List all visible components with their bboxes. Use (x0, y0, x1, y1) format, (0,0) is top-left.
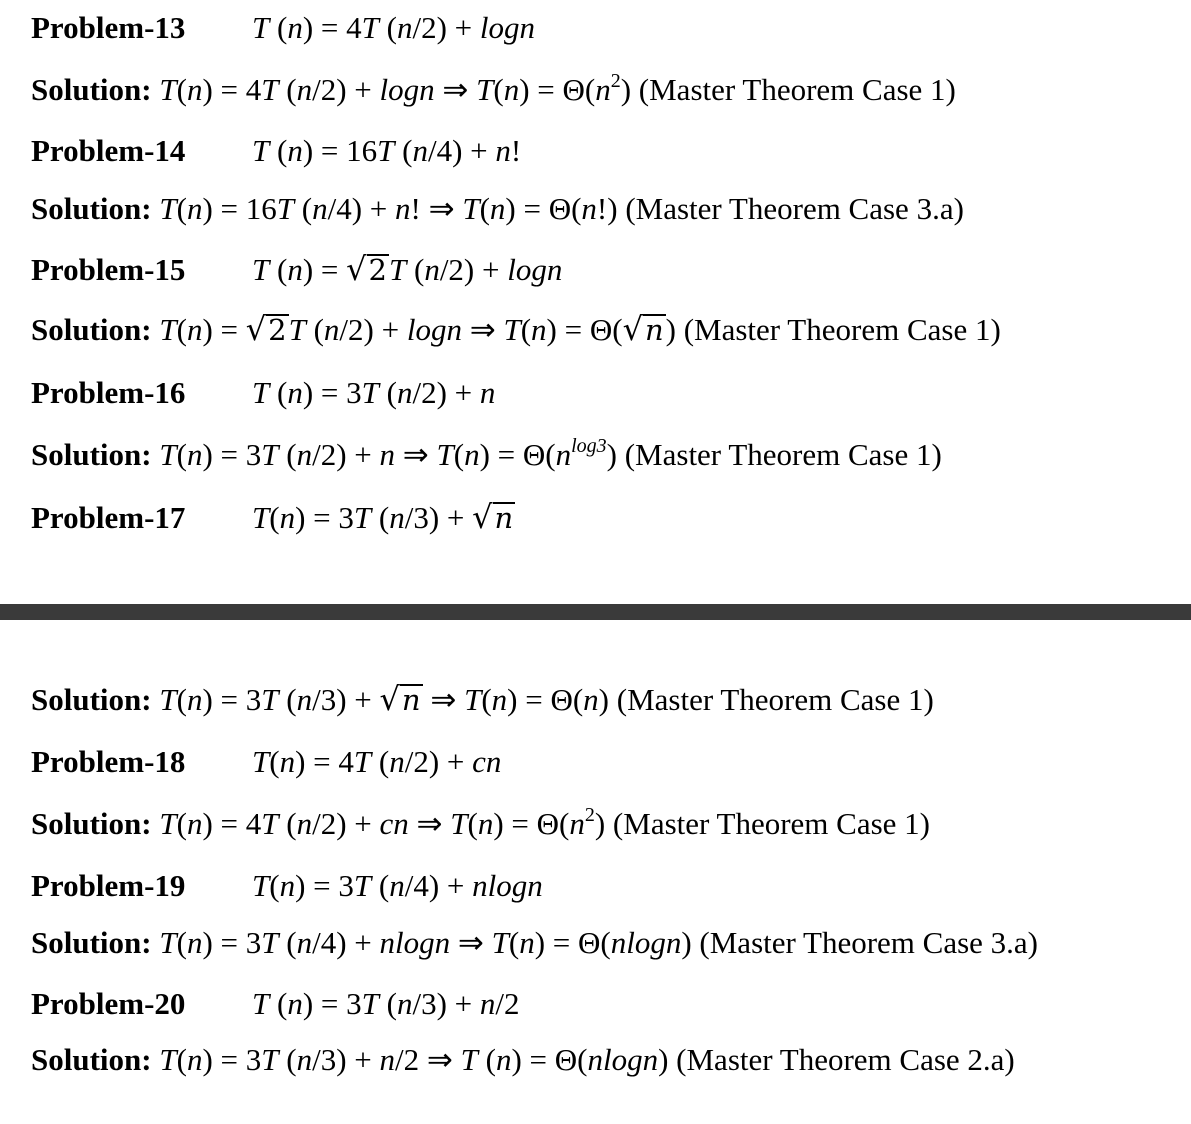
math-var: n (279, 868, 296, 903)
solution-14 (31, 193, 964, 224)
math-var: n (396, 375, 413, 410)
sqrt-symbol (379, 680, 423, 718)
solution-label: Solution: (31, 191, 152, 226)
solution-19 (31, 927, 1038, 958)
math-var: n (379, 437, 395, 472)
math-var: logn (479, 10, 536, 45)
page-bottom (0, 620, 1191, 1124)
math-var: T (159, 806, 177, 841)
problem-label: Problem-19 (31, 868, 186, 903)
math-var: logn (507, 252, 563, 287)
math-var: n (186, 437, 203, 472)
problem-label: Problem-17 (31, 500, 186, 535)
math-text: /2) + (412, 375, 480, 410)
problem-label: Problem-16 (31, 375, 186, 410)
math-text: ( (278, 1042, 297, 1077)
problem-label: Problem-15 (31, 252, 186, 287)
radicand: n (644, 313, 664, 347)
math-var: T (159, 312, 177, 347)
implies-arrow: ⇒ (408, 806, 451, 841)
math-var: n (477, 806, 494, 841)
math-var: T (252, 252, 270, 287)
math-var: n (531, 312, 547, 347)
radical-sign: √ (379, 680, 400, 718)
problem-20 (31, 988, 520, 1019)
math-text: /2) + (412, 10, 480, 45)
math-text: /2) + (439, 252, 508, 287)
math-text: ( (453, 437, 465, 472)
solution-20 (31, 1044, 1015, 1075)
math-text: ( (269, 744, 280, 779)
math-var: n (186, 1042, 203, 1077)
math-var: n (287, 252, 303, 287)
math-text: ) (Master Theorem Case 1) (620, 72, 956, 107)
math-text: ( (305, 312, 324, 347)
math-var: n (186, 191, 203, 226)
math-var: n (495, 133, 511, 168)
math-var: n (581, 191, 597, 226)
math-text: /4) + (427, 133, 496, 168)
math-text: /3) + (312, 1042, 380, 1077)
solution-17 (31, 680, 934, 718)
math-text: ( (481, 682, 492, 717)
math-text: ( (493, 72, 504, 107)
math-var: T (252, 10, 270, 45)
math-text: ( (508, 925, 520, 960)
math-var: n (296, 682, 313, 717)
math-text: /3) + (312, 682, 380, 717)
math-text: ) = 4 (295, 744, 354, 779)
sqrt-symbol (245, 310, 289, 348)
math-var: n (389, 868, 405, 903)
math-var: nlogn (472, 868, 543, 903)
math-var: T (503, 312, 521, 347)
math-var: n (491, 682, 508, 717)
math-var: n (296, 437, 313, 472)
problem-13 (31, 12, 535, 43)
math-text: ) = 4 (302, 10, 362, 45)
solution-15 (31, 310, 1001, 348)
math-text: /2 (495, 986, 520, 1021)
math-var: T (261, 925, 279, 960)
math-text: ( (278, 682, 297, 717)
math-text: ( (269, 868, 280, 903)
math-text: /2) + (404, 744, 473, 779)
math-var: T (462, 191, 480, 226)
math-text: /2) + (312, 806, 380, 841)
math-text: ) = 4 (202, 806, 262, 841)
math-var: T (276, 191, 294, 226)
math-var: n (583, 682, 599, 717)
math-var: T (159, 191, 177, 226)
math-var: T (159, 682, 177, 717)
solution-16 (31, 435, 942, 472)
math-var: n (312, 191, 328, 226)
math-var: n (287, 986, 303, 1021)
math-text: ) = Θ( (534, 925, 611, 960)
math-text: ( (176, 682, 187, 717)
math-var: T (476, 72, 494, 107)
math-var: nlogn (379, 925, 451, 960)
math-var: n (186, 72, 203, 107)
math-text: ) = (202, 312, 246, 347)
math-text: ) (Master Theorem Case 1) (665, 312, 1001, 347)
math-var: T (261, 806, 279, 841)
math-text: /2) + (312, 437, 380, 472)
math-text: ( (176, 72, 187, 107)
solution-label: Solution: (31, 312, 152, 347)
math-var: n (323, 312, 340, 347)
sqrt-symbol (622, 310, 666, 348)
math-text: ( (278, 72, 297, 107)
math-var: T (159, 72, 177, 107)
math-text: ( (269, 500, 280, 535)
math-var: T (261, 72, 279, 107)
solution-13 (31, 70, 956, 107)
math-text: ) (Master Theorem Case 1) (606, 437, 942, 472)
radical-sign: √ (346, 250, 367, 288)
math-text: ) = 16 (302, 133, 378, 168)
math-var: logn (379, 72, 435, 107)
problem-label: Problem-18 (31, 744, 186, 779)
math-var: n (569, 806, 585, 841)
math-var: T (353, 868, 372, 903)
math-text: /4) + (327, 191, 395, 226)
solution-label: Solution: (31, 925, 152, 960)
math-text: ! (596, 191, 608, 226)
math-var: T (460, 1042, 478, 1077)
math-var: n (412, 133, 428, 168)
math-var: n (186, 806, 203, 841)
math-text: ) = Θ( (511, 1042, 588, 1077)
math-text: ) = 3 (302, 375, 362, 410)
math-text: ) = Θ( (507, 682, 584, 717)
problem-19 (31, 870, 543, 901)
implies-arrow: ⇒ (461, 312, 504, 347)
math-text: ( (378, 986, 397, 1021)
math-var: n (279, 744, 296, 779)
problem-17 (31, 498, 515, 536)
implies-arrow: ⇒ (450, 925, 492, 960)
math-text: /2) + (312, 72, 380, 107)
math-var: T (252, 500, 270, 535)
radical-sign: √ (245, 310, 267, 348)
math-var: n (503, 72, 520, 107)
math-text: ( (176, 925, 187, 960)
radicand: 2 (368, 253, 387, 287)
math-var: n (296, 806, 313, 841)
math-text: ( (371, 744, 390, 779)
math-var: n (479, 986, 496, 1021)
math-text: ( (269, 986, 288, 1021)
math-var: T (353, 500, 372, 535)
math-text: ( (278, 806, 297, 841)
math-var: T (388, 252, 407, 287)
math-text: ( (176, 1042, 187, 1077)
math-var: T (361, 375, 379, 410)
problem-label: Problem-13 (31, 10, 186, 45)
math-var: T (252, 986, 270, 1021)
math-text: ( (467, 806, 478, 841)
math-var: n (296, 1042, 313, 1077)
math-var: n (395, 191, 411, 226)
superscript: log3 (571, 435, 607, 457)
radicand: n (494, 501, 514, 535)
radicand: n (401, 683, 421, 717)
sqrt-symbol (472, 498, 515, 536)
math-var: T (252, 375, 270, 410)
math-text: ) = 3 (295, 500, 354, 535)
problem-18 (31, 746, 501, 777)
math-text: ! (510, 133, 522, 168)
superscript: 2 (610, 70, 621, 92)
math-text: ! (410, 191, 421, 226)
math-var: n (186, 925, 203, 960)
math-text: ( (269, 10, 288, 45)
problem-15 (31, 250, 563, 288)
math-text: ) = 3 (202, 682, 262, 717)
math-text: ) (Master Theorem Case 3.a) (681, 925, 1038, 960)
math-var: cn (472, 744, 502, 779)
math-text: ) = (302, 252, 347, 287)
math-var: n (595, 72, 611, 107)
math-var: n (519, 925, 535, 960)
math-var: n (186, 312, 203, 347)
math-text: /3) + (412, 986, 480, 1021)
math-text: ) = 3 (202, 1042, 262, 1077)
math-var: n (287, 133, 303, 168)
math-text: /3) + (404, 500, 473, 535)
math-text: ) = 3 (202, 437, 262, 472)
math-text: ( (477, 1042, 496, 1077)
math-var: n (287, 10, 303, 45)
math-var: T (261, 682, 279, 717)
math-text: ) = Θ( (546, 312, 623, 347)
problem-16 (31, 377, 495, 408)
math-text: ) = Θ( (519, 72, 596, 107)
math-var: n (389, 744, 405, 779)
math-text: ( (269, 375, 288, 410)
math-var: T (377, 133, 395, 168)
radical-sign: √ (622, 310, 643, 348)
math-var: T (261, 437, 279, 472)
math-var: n (279, 500, 296, 535)
implies-arrow: ⇒ (419, 1042, 461, 1077)
math-text: ( (378, 10, 397, 45)
radical-sign: √ (472, 498, 493, 536)
math-var: n (424, 252, 440, 287)
solution-18 (31, 804, 931, 841)
math-text: ( (406, 252, 425, 287)
math-var: logn (406, 312, 462, 347)
math-text: ( (278, 437, 297, 472)
math-var: n (389, 500, 405, 535)
implies-arrow: ⇒ (395, 437, 437, 472)
math-text: ( (176, 437, 187, 472)
math-text: ) (Master Theorem Case 2.a) (658, 1042, 1015, 1077)
math-var: n (287, 375, 303, 410)
math-text: ( (371, 500, 390, 535)
math-var: n (379, 1042, 395, 1077)
problem-label: Problem-20 (31, 986, 186, 1021)
math-var: T (261, 1042, 279, 1077)
math-var: n (495, 1042, 512, 1077)
math-text: /4) + (404, 868, 473, 903)
math-text: ) = 4 (202, 72, 262, 107)
math-var: T (159, 437, 177, 472)
problem-label: Problem-14 (31, 133, 186, 168)
solution-label: Solution: (31, 72, 152, 107)
math-var: n (464, 437, 480, 472)
math-var: T (361, 10, 379, 45)
math-text: /2 (395, 1042, 420, 1077)
math-text: ( (371, 868, 390, 903)
implies-arrow: ⇒ (420, 191, 463, 226)
math-text: /2) + (339, 312, 407, 347)
math-text: ) = Θ( (479, 437, 556, 472)
math-var: T (353, 744, 372, 779)
math-text: ( (176, 191, 187, 226)
superscript: 2 (584, 804, 595, 826)
math-text: ) = 3 (202, 925, 262, 960)
implies-arrow: ⇒ (434, 72, 477, 107)
math-var: n (555, 437, 572, 472)
math-var: T (159, 1042, 177, 1077)
math-text: ( (278, 925, 297, 960)
solution-label: Solution: (31, 437, 152, 472)
math-text: ( (378, 375, 397, 410)
math-text: ( (269, 252, 288, 287)
math-text: ) (Master Theorem Case 3.a) (607, 191, 964, 226)
math-var: T (491, 925, 509, 960)
math-text: ) (Master Theorem Case 1) (594, 806, 931, 841)
math-var: T (159, 925, 177, 960)
math-text: ) (Master Theorem Case 1) (598, 682, 934, 717)
math-var: cn (379, 806, 409, 841)
solution-label: Solution: (31, 682, 152, 717)
math-var: n (296, 925, 313, 960)
sqrt-symbol (346, 250, 389, 288)
solution-label: Solution: (31, 806, 152, 841)
math-text: ) = Θ( (493, 806, 570, 841)
math-var: T (252, 133, 270, 168)
math-text: ( (294, 191, 313, 226)
math-var: nlogn (587, 1042, 659, 1077)
math-var: n (296, 72, 313, 107)
implies-arrow: ⇒ (422, 682, 465, 717)
math-var: nlogn (610, 925, 682, 960)
math-var: n (186, 682, 203, 717)
math-var: T (450, 806, 468, 841)
math-text: ( (176, 806, 187, 841)
math-var: n (479, 375, 496, 410)
math-var: T (252, 744, 270, 779)
math-text: ( (394, 133, 413, 168)
math-var: T (288, 312, 306, 347)
math-text: ) = 16 (202, 191, 277, 226)
math-text: ) = Θ( (505, 191, 582, 226)
math-var: T (436, 437, 454, 472)
math-var: n (396, 986, 413, 1021)
solution-label: Solution: (31, 1042, 152, 1077)
math-text: ) = 3 (295, 868, 354, 903)
math-text: ) = 3 (302, 986, 362, 1021)
math-var: n (396, 10, 413, 45)
math-var: T (464, 682, 482, 717)
math-text: /4) + (312, 925, 380, 960)
math-text: ( (269, 133, 288, 168)
math-text: ( (520, 312, 532, 347)
math-var: T (252, 868, 270, 903)
page-divider (0, 604, 1191, 620)
math-var: n (489, 191, 506, 226)
problem-14 (31, 135, 521, 166)
math-text: ( (176, 312, 187, 347)
radicand: 2 (268, 313, 287, 347)
math-text: ( (479, 191, 490, 226)
math-var: T (361, 986, 379, 1021)
